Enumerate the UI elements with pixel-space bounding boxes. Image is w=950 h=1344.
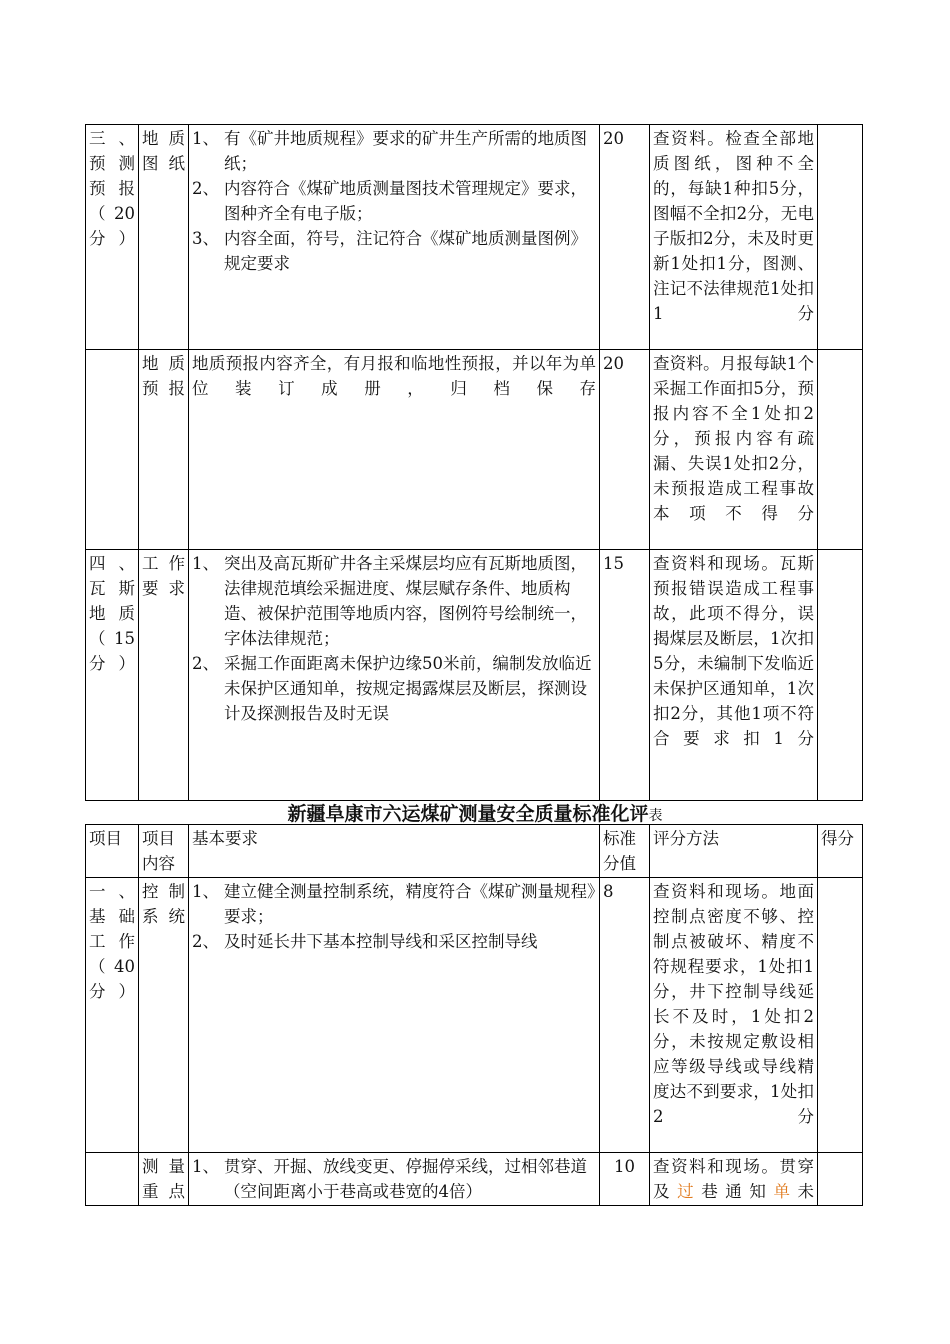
method-cell: 查资料。月报每缺1个采掘工作面扣5分，预报内容不全1处扣2分，预报内容有疏漏、失误1处扣2分，未预报造成工程事故本项不得分 xyxy=(650,350,818,550)
evaluation-table-continued xyxy=(85,124,863,801)
got-score-cell xyxy=(818,550,863,801)
header-method: 评分方法 xyxy=(650,825,818,878)
requirement-item: 3、 内容全面，符号，注记符合《煤矿地质测量图例》规定要求 xyxy=(192,229,587,273)
header-item: 项目 xyxy=(86,825,139,878)
table-row xyxy=(86,1153,863,1206)
header-score: 标准分值 xyxy=(600,825,650,878)
score-cell: 10 xyxy=(600,1153,650,1206)
sub-item-cell: 地质图纸 xyxy=(139,125,189,350)
table-title-main: 新疆阜康市六运煤矿测量安全质量标准化评 xyxy=(287,803,649,825)
requirement-item: 1、 贯穿、开掘、放线变更、停掘停采线，过相邻巷道（空间距离小于巷高或巷宽的4倍） xyxy=(192,1157,587,1201)
method-cell: 查资料和现场。地面控制点密度不够、控制点被破坏、精度不符规程要求，1处扣1分，井下控制导线延长不及时，1处扣2分，未按规定敷设相应等级导线或导线精度达不到要求，1处扣2分 xyxy=(650,878,818,1153)
table-header-row xyxy=(86,825,863,878)
score-cell: 20 xyxy=(600,125,650,350)
requirement-item: 1、 有《矿井地质规程》要求的矿井生产所需的地质图纸； xyxy=(192,129,587,173)
requirement-cell xyxy=(189,550,600,801)
requirement-cell xyxy=(189,1153,600,1206)
table-row xyxy=(86,125,863,350)
got-score-cell xyxy=(818,878,863,1153)
table-row xyxy=(86,550,863,801)
got-score-cell xyxy=(818,350,863,550)
requirement-item: 2、 内容符合《煤矿地质测量图技术管理规定》要求，图种齐全有电子版； xyxy=(192,179,587,223)
method-cell: 查资料和现场。瓦斯预报错误造成工程事故，此项不得分，误揭煤层及断层，1次扣5分，未编制下发临近未保护区通知单，1次扣2分，其他1项不符合要求扣1分 xyxy=(650,550,818,801)
sub-item-cell: 地质预报 xyxy=(139,350,189,550)
got-score-cell xyxy=(818,125,863,350)
table-row xyxy=(86,350,863,550)
table-title xyxy=(0,799,950,826)
got-score-cell xyxy=(818,1153,863,1206)
item-cell xyxy=(86,1153,139,1206)
sub-item-cell: 工作要求 xyxy=(139,550,189,801)
requirement-item: 1、 突出及高瓦斯矿井各主采煤层均应有瓦斯地质图，法律规范填绘采掘进度、煤层赋存条件、地质构造、被保护范围等地质内容，图例符号绘制统一，字体法律规范； xyxy=(192,554,587,648)
requirement-item: 1、 建立健全测量控制系统，精度符合《煤矿测量规程》要求； xyxy=(192,882,596,926)
score-cell: 8 xyxy=(600,878,650,1153)
method-cell: 查资料。检查全部地质图纸，图种不全的，每缺1种扣5分，图幅不全扣2分，无电子版扣2分，未及时更新1处扣1分，图测、注记不法律规范1处扣1分 xyxy=(650,125,818,350)
requirement-cell xyxy=(189,878,600,1153)
requirement-item: 2、 及时延长井下基本控制导线和采区控制导线 xyxy=(192,932,538,951)
requirement-cell: 地质预报内容齐全，有月报和临地性预报，并以年为单位装订成册，归档保存 xyxy=(189,350,600,550)
header-sub-item: 项目内容 xyxy=(139,825,189,878)
requirement-item: 2、 采掘工作面距离未保护边缘50米前，编制发放临近未保护区通知单，按规定揭露煤层及断层，探测设计及探测报告及时无误 xyxy=(192,654,592,723)
sub-item-cell: 控制系统 xyxy=(139,878,189,1153)
item-cell: 三、预测预报（20分） xyxy=(86,125,139,350)
item-cell: 四、瓦斯地质（15分） xyxy=(86,550,139,801)
header-requirement: 基本要求 xyxy=(189,825,600,878)
requirement-cell xyxy=(189,125,600,350)
evaluation-table xyxy=(85,824,863,1206)
table-title-tail: 表 xyxy=(648,808,663,824)
score-cell: 15 xyxy=(600,550,650,801)
header-got-score: 得分 xyxy=(818,825,863,878)
item-cell xyxy=(86,350,139,550)
score-cell: 20 xyxy=(600,350,650,550)
item-cell: 一、基础工作（40分） xyxy=(86,878,139,1153)
sub-item-cell: 测量重点 xyxy=(139,1153,189,1206)
table-row xyxy=(86,878,863,1153)
method-cell: 查资料和现场。贯穿及过巷通知单未 xyxy=(650,1153,818,1206)
